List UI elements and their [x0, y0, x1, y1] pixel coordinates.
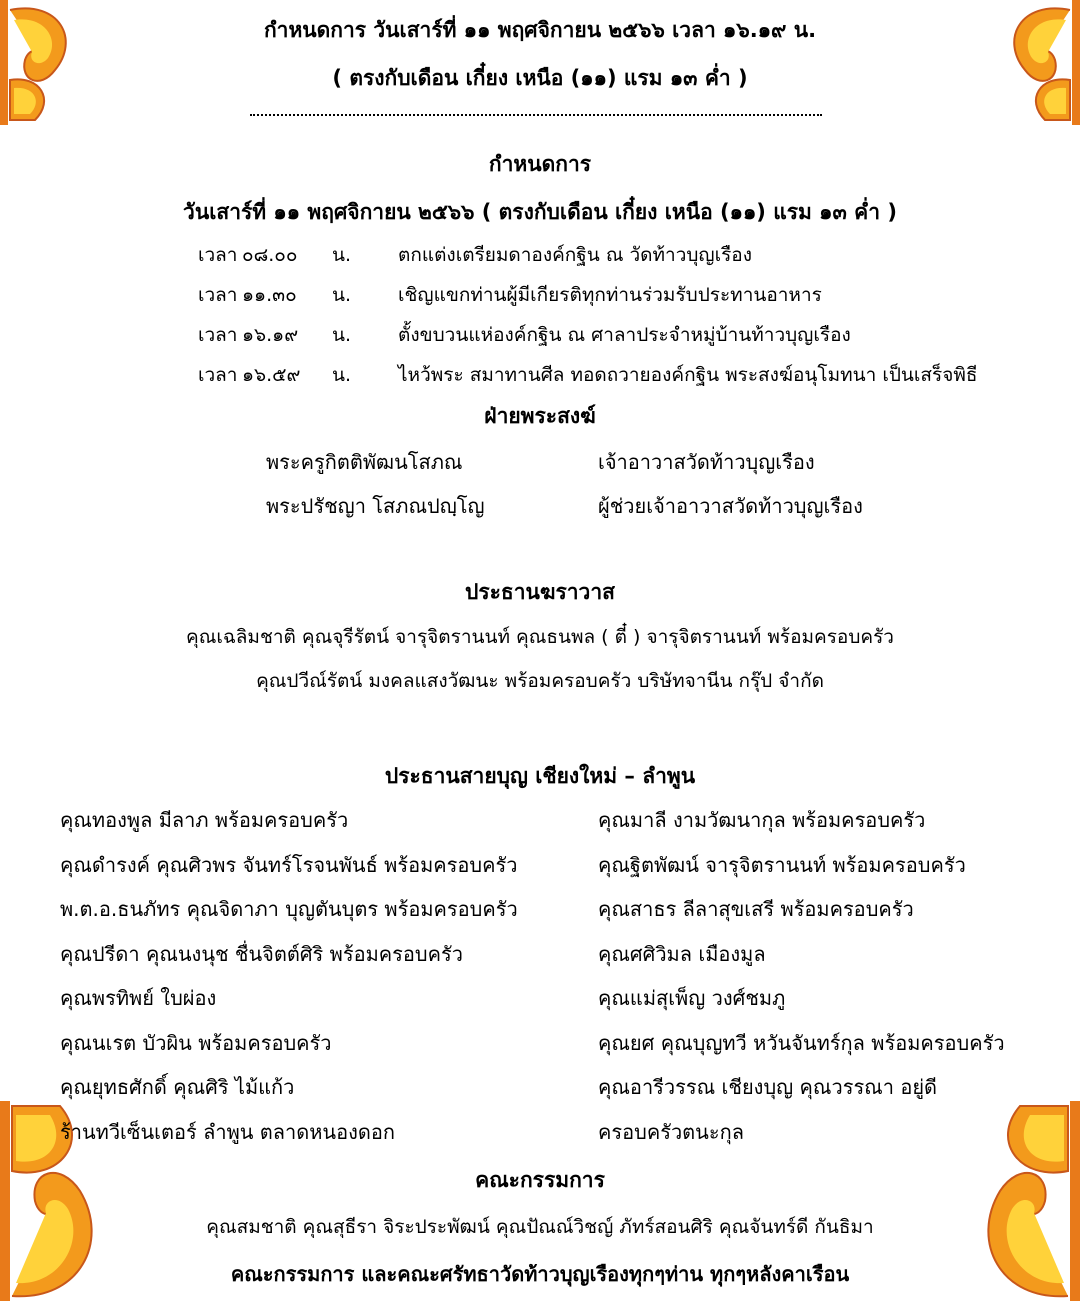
lay-president-title: ประธานฆราวาส	[465, 580, 615, 604]
merit-president-left: คุณนเรต บัวผิน พร้อมครอบครัว	[60, 1031, 332, 1055]
merit-president-right: คุณยศ คุณบุญทวี หวันจันทร์กุล พร้อมครอบครัว	[598, 1031, 1005, 1055]
merit-president-right: คุณสาธร ลีลาสุขเสรี พร้อมครอบครัว	[598, 897, 914, 921]
merit-president-right: คุณฐิตพัฒน์ จารุจิตรานนท์ พร้อมครอบครัว	[598, 853, 966, 877]
lay-president-line: คุณเฉลิมชาติ คุณจุรีรัตน์ จารุจิตรานนท์ คุณธนพล ( ตี๋ ) จารุจิตรานนท์ พร้อมครอบครัว	[186, 626, 894, 648]
committee-members: คุณสมชาติ คุณสุธีรา จิระประพัฒน์ คุณปัณณ์วิชญ์ ภัทร์สอนศิริ คุณจันทร์ดี กันธิมา	[206, 1216, 874, 1238]
merit-president-left: พ.ต.อ.ธนภัทร คุณจิดาภา บุญตันบุตร พร้อมครอบครัว	[60, 897, 518, 921]
time-unit: น.	[332, 244, 352, 266]
merit-president-right: คุณแม่สุเพ็ญ วงศ์ชมภู	[598, 986, 786, 1010]
monk-role: เจ้าอาวาสวัดท้าวบุญเรือง	[598, 450, 815, 474]
time-label: เวลา	[198, 324, 238, 346]
time-unit: น.	[332, 284, 352, 306]
merit-president-right: คุณมาลี งามวัฒนากุล พร้อมครอบครัว	[598, 808, 926, 832]
time-unit: น.	[332, 364, 352, 386]
time-value: ๐๘.๐๐	[242, 244, 298, 266]
dotted-divider	[250, 114, 822, 116]
time-label: เวลา	[198, 364, 238, 386]
monk-role: ผู้ช่วยเจ้าอาวาสวัดท้าวบุญเรือง	[598, 494, 863, 518]
committee-title: คณะกรรมการ	[475, 1168, 605, 1192]
schedule-date-line: วันเสาร์ที่ ๑๑ พฤศจิกายน ๒๕๖๖ ( ตรงกับเดือน เกี๋ยง เหนือ (๑๑) แรม ๑๓ ค่ำ )	[183, 200, 897, 224]
monk-name: พระปรัชญา โสภณปญฺโญ	[266, 494, 485, 518]
time-label: เวลา	[198, 284, 238, 306]
merit-president-right: คุณอารีวรรณ เชียงบุญ คุณวรรณา อยู่ดี	[598, 1075, 938, 1099]
merit-president-left: คุณปรีดา คุณนงนุช ชื่นจิตต์ศิริ พร้อมครอบครัว	[60, 942, 463, 966]
monk-name: พระครูกิตติพัฒนโสภณ	[266, 450, 463, 474]
time-value: ๑๖.๑๙	[242, 324, 299, 346]
activity: ตั้งขบวนแห่องค์กฐิน ณ ศาลาประจำหมู่บ้านท้าวบุญเรือง	[398, 324, 851, 346]
committee-all: คณะกรรมการ และคณะศรัทธาวัดท้าวบุญเรืองทุกๆท่าน ทุกๆหลังคาเรือน	[230, 1262, 850, 1286]
merit-presidents-title: ประธานสายบุญ เชียงใหม่ – ลำพูน	[384, 764, 696, 788]
merit-president-left: ร้านทวีเซ็นเตอร์ ลำพูน ตลาดหนองดอก	[60, 1120, 395, 1144]
lay-president-line: คุณปวีณ์รัตน์ มงคลแสงวัฒนะ พร้อมครอบครัว บริษัทจานีน กรุ๊ป จำกัด	[256, 670, 824, 692]
merit-president-right: คุณศศิวิมล เมืองมูล	[598, 942, 766, 966]
schedule-title: กำหนดการ	[488, 152, 592, 176]
time-value: ๑๑.๓๐	[242, 284, 297, 306]
header-lunar-date: ( ตรงกับเดือน เกี๋ยง เหนือ (๑๑) แรม ๑๓ ค่ำ )	[332, 66, 748, 90]
monks-title: ฝ่ายพระสงฆ์	[484, 404, 596, 428]
activity: เชิญแขกท่านผู้มีเกียรติทุกท่านร่วมรับประทานอาหาร	[398, 284, 822, 306]
header-schedule-line: กำหนดการ วันเสาร์ที่ ๑๑ พฤศจิกายน ๒๕๖๖ เวลา ๑๖.๑๙ น.	[263, 18, 817, 42]
time-unit: น.	[332, 324, 352, 346]
time-value: ๑๖.๕๙	[242, 364, 301, 386]
merit-president-left: คุณพรทิพย์ ใบผ่อง	[60, 986, 217, 1010]
merit-president-left: คุณดำรงค์ คุณศิวพร จันทร์โรจนพันธ์ พร้อมครอบครัว	[60, 853, 518, 877]
activity: ไหว้พระ สมาทานศีล ทอดถวายองค์กฐิน พระสงฆ์อนุโมทนา เป็นเสร็จพิธี	[398, 364, 978, 386]
merit-president-right: ครอบครัวตนะกุล	[598, 1120, 744, 1144]
activity: ตกแต่งเตรียมดาองค์กฐิน ณ วัดท้าวบุญเรือง	[398, 244, 752, 266]
time-label: เวลา	[198, 244, 238, 266]
merit-president-left: คุณยุทธศักดิ์ คุณศิริ ไม้แก้ว	[60, 1075, 295, 1099]
merit-president-left: คุณทองพูล มีลาภ พร้อมครอบครัว	[60, 808, 349, 832]
